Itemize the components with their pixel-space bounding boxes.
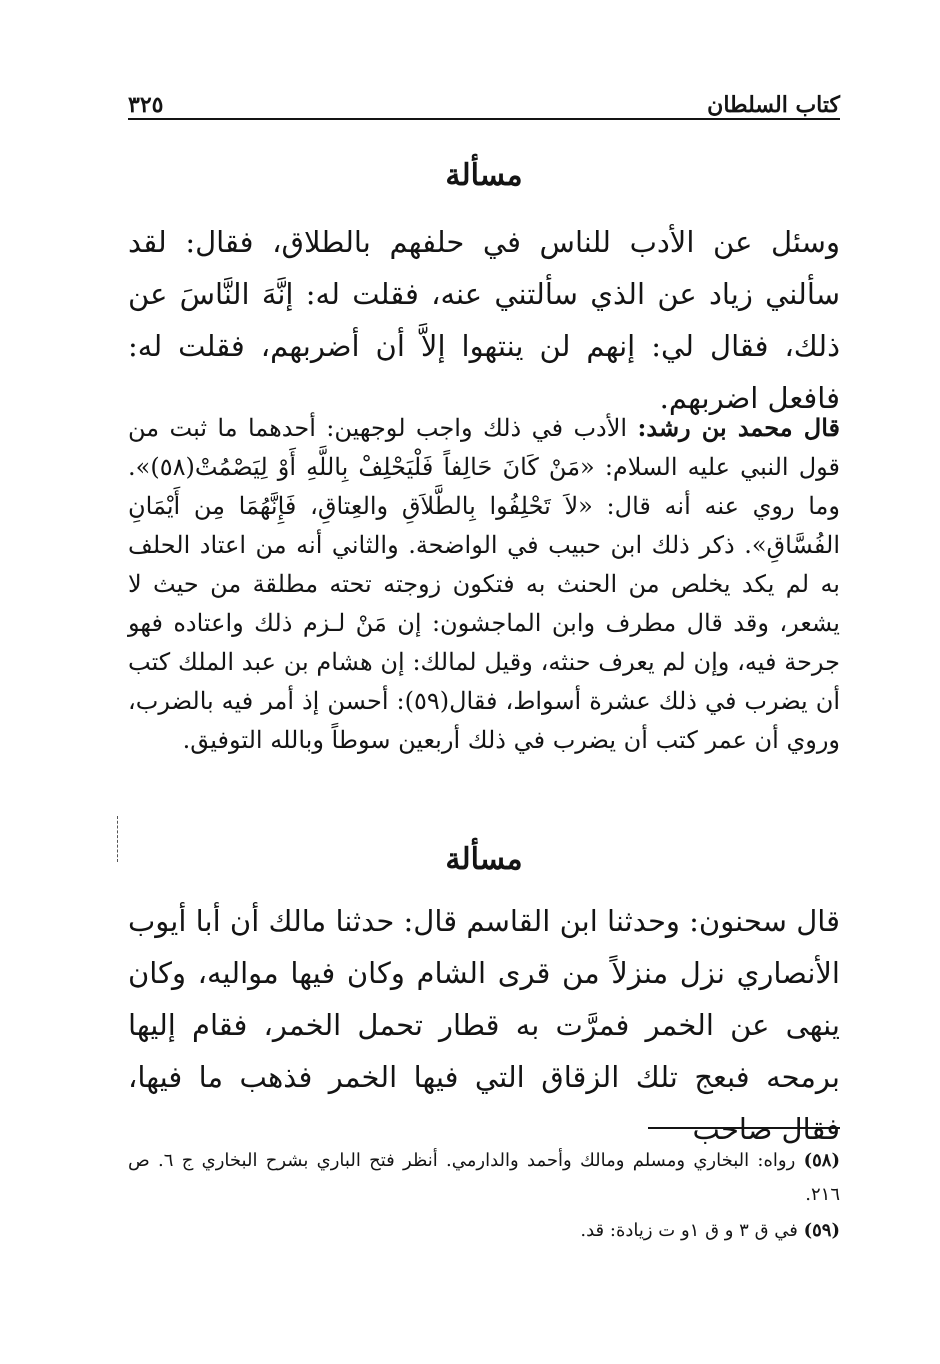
commentary-body: الأدب في ذلك واجب لوجهين: أحدهما ما ثبت من قول النبي عليه السلام: «مَنْ كَانَ حَالِفاً فَلْيَحْلِفْ بِاللَّهِ أَوْ لِيَصْمُتْ(٥٨)». وما روي عنه أنه قال: «لاَ تَحْلِفُوا بِالطَّلاَقِ والعِتاقِ، فَإِنَّهُمَا مِن أَيْمَانِ الفُسَّاقِ». ذكر ذلك ابن حبيب في الواضحة. والثاني أنه من اعتاد الحلف به لم يكد يخلص من الحنث به فتكون زوجته تحته مطلقة من حيث لا يشعر، وقد قال مطرف وابن الماجشون: إن مَنْ لـزم ذلك واعتاده فهو جرحة فيه، وإن لم يعرف حنثه، وقيل لمالك: إن هشام بن عبد الملك كتب أن يضرب في ذلك عشرة أسواط، فقال(٥٩): أحسن إذ أمر فيه بالضرب، وروي أن عمر كتب أن يضرب في ذلك أربعين سوطاً وبالله التوفيق.: [128, 414, 841, 754]
footnote-text: في ق ٣ و ق ١و ت زيادة: قد.: [580, 1220, 804, 1241]
commentary-paragraph: [128, 408, 840, 760]
footnote-text: رواه: البخاري ومسلم ومالك وأحمد والدارمي. أنظر فتح الباري بشرح البخاري ج ٦. ص ٢١٦.: [128, 1150, 840, 1205]
footnote-rule: [648, 1127, 840, 1129]
page-header: [128, 84, 840, 118]
commentary-speaker: قال محمد بن رشد:: [637, 413, 840, 442]
header-rule: [128, 118, 840, 120]
margin-mark: [117, 816, 118, 862]
running-title: كتاب السلطان: [707, 92, 840, 118]
section-heading-2: مسألة: [445, 842, 523, 877]
question-paragraph: وسئل عن الأدب للناس في حلفهم بالطلاق، فقال: لقد سألني زياد عن الذي سألتني عنه، فقلت له: إنَّهَ النَّاسَ عن ذلك، فقال لي: إنهم لن ينتهوا إلاَّ أن أضربهم، فقلت له: فافعل اضربهم.: [128, 225, 840, 415]
footnote-59: [128, 1214, 840, 1248]
footnote-58: [128, 1144, 840, 1212]
footnote-marker: (٥٩): [803, 1220, 840, 1241]
footnote-marker: (٥٨): [803, 1150, 840, 1171]
page-number: ٣٢٥: [128, 92, 164, 118]
narration-paragraph: قال سحنون: وحدثنا ابن القاسم قال: حدثنا مالك أن أبا أيوب الأنصاري نزل منزلاً من قرى الشام وكان فيها مواليه، وكان ينهى عن الخمر فمرَّت به قطار تحمل الخمر، فقام إليها برمحه فبعج تلك الزقاق التي فيها الخمر فذهب ما فيها، فقال صاحب: [128, 904, 840, 1146]
section-heading: مسألة: [445, 158, 523, 193]
